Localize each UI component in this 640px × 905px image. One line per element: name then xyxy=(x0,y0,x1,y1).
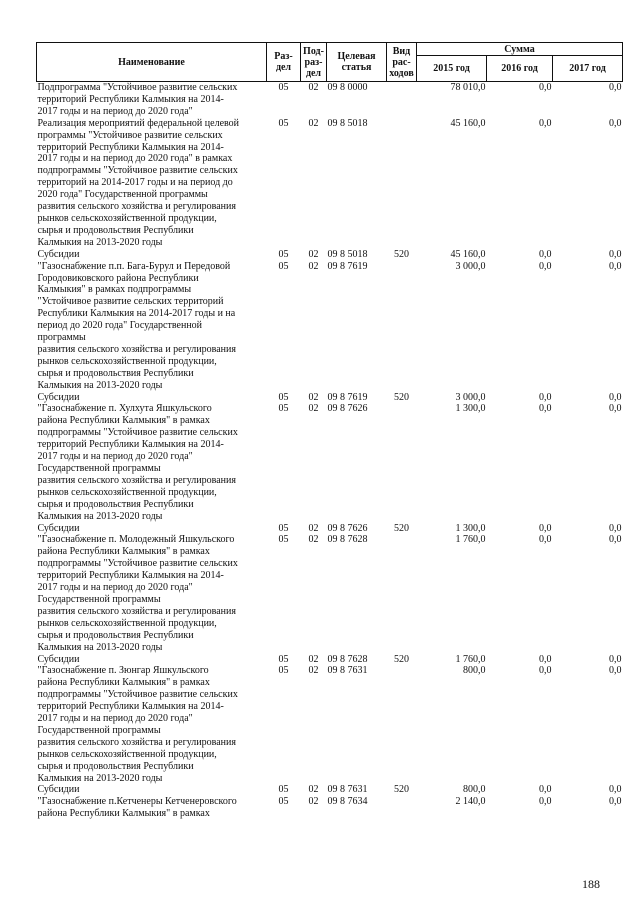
row-podrazdel: 02 xyxy=(308,784,319,796)
row-razdel: 05 xyxy=(278,796,289,808)
row-expense-type: 520 xyxy=(394,391,409,403)
row-name: Субсидии xyxy=(37,391,80,403)
row-sum-2016: 0,0 xyxy=(539,796,552,808)
row-target-article: 09 8 5018 xyxy=(327,248,368,260)
row-expense-type xyxy=(387,261,417,392)
header-target-article: Целевая статья xyxy=(327,43,387,82)
row-sum-2016: 0,0 xyxy=(539,403,552,415)
table-row xyxy=(37,654,623,666)
row-sum-2017: 0,0 xyxy=(609,248,622,260)
row-razdel: 05 xyxy=(278,534,289,546)
row-sum-2017: 0,0 xyxy=(609,391,622,403)
row-podrazdel: 02 xyxy=(308,260,319,272)
row-sum-2015: 800,0 xyxy=(463,784,486,796)
row-target-article: 09 8 7619 xyxy=(327,391,368,403)
row-expense-type xyxy=(387,796,417,820)
row-sum-2016: 0,0 xyxy=(539,784,552,796)
row-podrazdel: 02 xyxy=(308,82,319,93)
row-razdel: 05 xyxy=(278,391,289,403)
row-sum-2017: 0,0 xyxy=(609,82,622,93)
row-sum-2017: 0,0 xyxy=(609,665,622,677)
row-target-article: 09 8 7634 xyxy=(327,796,368,808)
row-target-article: 09 8 7631 xyxy=(327,665,368,677)
row-razdel: 05 xyxy=(278,260,289,272)
table-row xyxy=(37,82,623,118)
row-razdel: 05 xyxy=(278,248,289,260)
row-podrazdel: 02 xyxy=(308,403,319,415)
row-target-article: 09 8 7619 xyxy=(327,260,368,272)
row-name: Субсидии xyxy=(37,784,80,796)
row-sum-2016: 0,0 xyxy=(539,534,552,546)
row-expense-type xyxy=(387,118,417,249)
row-target-article: 09 8 5018 xyxy=(327,117,368,129)
row-razdel: 05 xyxy=(278,522,289,534)
table-header xyxy=(37,43,623,82)
row-target-article: 09 8 7628 xyxy=(327,534,368,546)
page-number: 188 xyxy=(582,877,600,891)
row-target-article: 09 8 7626 xyxy=(327,403,368,415)
row-podrazdel: 02 xyxy=(308,796,319,808)
row-sum-2015: 2 140,0 xyxy=(455,796,486,808)
row-sum-2015: 1 760,0 xyxy=(455,653,486,665)
row-name: Подпрограмма "Устойчивое развитие сельских территорий Республики Калмыкия на 2014- 2017 годы и на период до 2020 года" xyxy=(37,82,238,117)
row-sum-2016: 0,0 xyxy=(539,248,552,260)
header-year-2015: 2015 год xyxy=(417,56,487,82)
row-target-article: 09 8 7628 xyxy=(327,653,368,665)
row-name: Субсидии xyxy=(37,522,80,534)
row-target-article: 09 8 7626 xyxy=(327,522,368,534)
row-sum-2015: 3 000,0 xyxy=(455,391,486,403)
row-name: "Газоснабжение п.п. Бага-Бурул и Передовой Городовиковского района Республики Калмыкия" в рамках подпрограммы "Устойчивое развитие сельских территорий Республики Калмыкия на 2014-2017 годы и на период до 2020 года" Государственной программы развития сельского хозяйства и регулирования рынков сельскохозяйственной продукции, сырья и продовольствия Республики Калмыкия на 2013-2020 годы xyxy=(37,260,236,391)
row-name: "Газоснабжение п. Хулхута Яшкульского района Республики Калмыкия" в рамках подпрограммы "Устойчивое развитие сельских территорий Республики Калмыкия на 2014- 2017 годы и на период до 2020 года" Государственной программы развития сельского хозяйства и регулирования рынков сельскохозяйственной продукции, сырья и продовольствия Республики Калмыкия на 2013-2020 годы xyxy=(37,403,238,522)
row-razdel: 05 xyxy=(278,665,289,677)
table-row xyxy=(37,403,623,522)
row-expense-type xyxy=(387,82,417,118)
header-sum: Сумма xyxy=(417,43,623,56)
row-expense-type xyxy=(387,403,417,522)
row-expense-type xyxy=(387,665,417,784)
row-name: Реализация мероприятий федеральной целевой программы "Устойчивое развитие сельских территорий Республики Калмыкия на 2014- 2017 годы и на период до 2020 года" в рамках подпрограммы "Устойчивое развитие сельских территорий на 2014-2017 годы и на период до 2020 года" Государственной программы развития сельского хозяйства и регулирования рынков сельскохозяйственной продукции, сырья и продовольствия Республики Калмыкия на 2013-2020 годы xyxy=(37,117,240,248)
row-sum-2015: 45 160,0 xyxy=(450,248,486,260)
row-sum-2017: 0,0 xyxy=(609,653,622,665)
row-razdel: 05 xyxy=(278,653,289,665)
row-sum-2016: 0,0 xyxy=(539,117,552,129)
row-sum-2016: 0,0 xyxy=(539,391,552,403)
row-sum-2015: 45 160,0 xyxy=(450,117,486,129)
table-row xyxy=(37,665,623,784)
table-row xyxy=(37,784,623,796)
row-sum-2016: 0,0 xyxy=(539,260,552,272)
row-name: "Газоснабжение п. Молодежный Яшкульского района Республики Калмыкия" в рамках подпрограммы "Устойчивое развитие сельских территорий Республики Калмыкия на 2014- 2017 годы и на период до 2020 года" Государственной программы развития сельского хозяйства и регулирования рынков сельскохозяйственной продукции, сырья и продовольствия Республики Калмыкия на 2013-2020 годы xyxy=(37,534,238,653)
row-podrazdel: 02 xyxy=(308,653,319,665)
row-name: Субсидии xyxy=(37,248,80,260)
row-podrazdel: 02 xyxy=(308,522,319,534)
row-sum-2015: 800,0 xyxy=(463,665,486,677)
budget-table xyxy=(36,42,623,820)
table-row xyxy=(37,118,623,249)
row-expense-type: 520 xyxy=(394,248,409,260)
table-row xyxy=(37,249,623,261)
header-name: Наименование xyxy=(37,43,267,82)
row-sum-2015: 1 300,0 xyxy=(455,403,486,415)
table-row xyxy=(37,523,623,535)
row-sum-2015: 78 010,0 xyxy=(450,82,486,93)
row-podrazdel: 02 xyxy=(308,248,319,260)
header-expense-type: Вид рас- ходов xyxy=(387,43,417,82)
table-row xyxy=(37,796,623,820)
row-podrazdel: 02 xyxy=(308,534,319,546)
row-sum-2017: 0,0 xyxy=(609,117,622,129)
row-expense-type xyxy=(387,534,417,653)
row-name: "Газоснабжение п.Кетченеры Кетченеровского района Республики Калмыкия" в рамках xyxy=(37,796,237,820)
row-razdel: 05 xyxy=(278,82,289,93)
row-target-article: 09 8 0000 xyxy=(327,82,368,93)
header-podrazdel: Под- раз- дел xyxy=(301,43,327,82)
row-podrazdel: 02 xyxy=(308,117,319,129)
row-expense-type: 520 xyxy=(394,522,409,534)
row-sum-2017: 0,0 xyxy=(609,796,622,808)
row-sum-2016: 0,0 xyxy=(539,665,552,677)
row-razdel: 05 xyxy=(278,403,289,415)
row-name: "Газоснабжение п. Зюнгар Яшкульского района Республики Калмыкия" в рамках подпрограммы "Устойчивое развитие сельских территорий Республики Калмыкия на 2014- 2017 годы и на период до 2020 года" Государственной программы развития сельского хозяйства и регулирования рынков сельскохозяйственной продукции, сырья и продовольствия Республики Калмыкия на 2013-2020 годы xyxy=(37,665,238,784)
table-row xyxy=(37,534,623,653)
row-sum-2016: 0,0 xyxy=(539,82,552,93)
row-sum-2016: 0,0 xyxy=(539,522,552,534)
row-target-article: 09 8 7631 xyxy=(327,784,368,796)
row-sum-2017: 0,0 xyxy=(609,534,622,546)
row-sum-2015: 1 760,0 xyxy=(455,534,486,546)
row-sum-2017: 0,0 xyxy=(609,403,622,415)
row-podrazdel: 02 xyxy=(308,665,319,677)
table-row xyxy=(37,392,623,404)
table-body xyxy=(37,82,623,821)
row-sum-2016: 0,0 xyxy=(539,653,552,665)
row-name: Субсидии xyxy=(37,653,80,665)
header-year-2017: 2017 год xyxy=(553,56,623,82)
row-razdel: 05 xyxy=(278,784,289,796)
row-sum-2015: 1 300,0 xyxy=(455,522,486,534)
row-sum-2017: 0,0 xyxy=(609,784,622,796)
table-row xyxy=(37,261,623,392)
row-sum-2017: 0,0 xyxy=(609,522,622,534)
row-expense-type: 520 xyxy=(394,653,409,665)
row-sum-2015: 3 000,0 xyxy=(455,260,486,272)
row-expense-type: 520 xyxy=(394,784,409,796)
row-sum-2017: 0,0 xyxy=(609,260,622,272)
header-year-2016: 2016 год xyxy=(487,56,553,82)
row-podrazdel: 02 xyxy=(308,391,319,403)
row-razdel: 05 xyxy=(278,117,289,129)
header-razdel: Раз- дел xyxy=(267,43,301,82)
